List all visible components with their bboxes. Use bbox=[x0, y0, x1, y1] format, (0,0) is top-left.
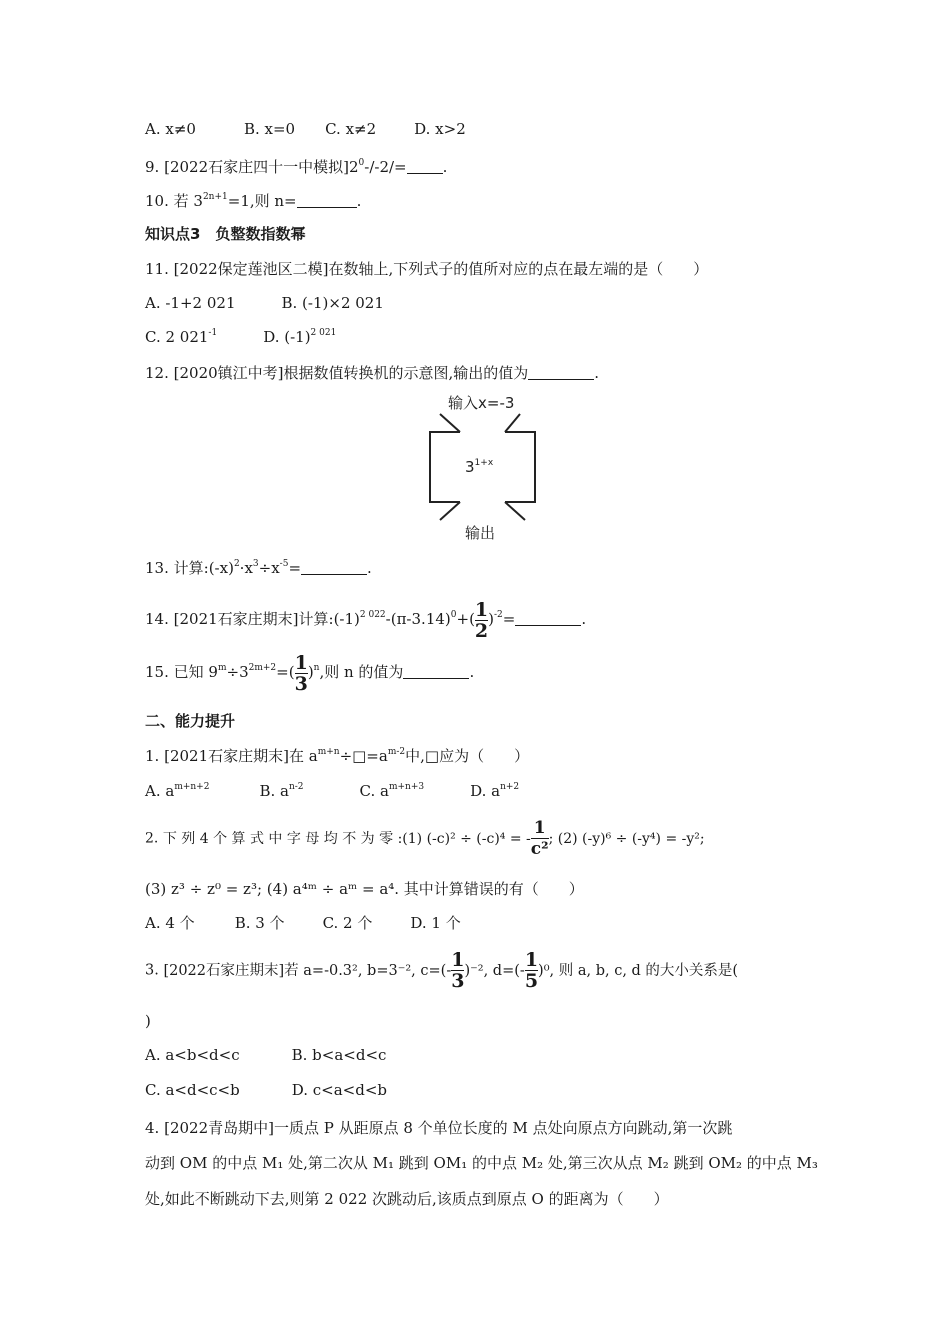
fraction-c: $\frac{1}{3}$ bbox=[451, 949, 465, 992]
expr-rest: -/-2/= bbox=[364, 158, 407, 176]
question-11 bbox=[145, 258, 708, 280]
question-source: [2022石家庄四十一中模拟] bbox=[164, 158, 349, 176]
p2-options bbox=[145, 912, 461, 934]
p3-option-c: C. a<d<c<b bbox=[145, 1081, 240, 1099]
formula: $3^{1+x}$ bbox=[465, 458, 494, 476]
question-12: 12. [2020镇江中考]根据数值转换机的示意图,输出的值为 . bbox=[145, 364, 600, 382]
q8-options bbox=[145, 118, 466, 140]
p3-close-paren: ) bbox=[145, 1012, 151, 1030]
p2-option-a: A. 4 个 bbox=[145, 914, 195, 932]
expr-rest: =1,则 n= bbox=[227, 192, 297, 210]
question-number: 10. bbox=[145, 192, 169, 210]
question-number: 11. bbox=[145, 260, 169, 278]
answer-blank[interactable] bbox=[407, 159, 443, 174]
q11-option-b: B. (-1)×2 021 bbox=[281, 294, 384, 312]
p3-option-b: B. b<a<d<c bbox=[291, 1046, 387, 1064]
ability-question-3 bbox=[145, 950, 738, 991]
p1-options bbox=[145, 780, 519, 802]
fraction-d: $\frac{1}{5}$ bbox=[524, 949, 539, 992]
question-expression: 计算$:(-x)^2\cdot x^3\div x^{-5}=$ bbox=[173, 559, 302, 577]
q11-options-row2 bbox=[145, 326, 336, 348]
expr-exponent: 0 bbox=[358, 158, 365, 168]
fraction: $\frac{1}{2}$ bbox=[474, 598, 489, 642]
question-text: [2020镇江中考]根据数值转换机的示意图,输出的值为 bbox=[173, 364, 529, 382]
question-number: 14. bbox=[145, 610, 169, 628]
question-15: 15. 已知 $9^m\div 3^{2m+2}=$( $\frac{1}{3}$ )$^n$,则 n 的值为 . bbox=[145, 651, 475, 695]
question-number: 15. bbox=[145, 663, 169, 681]
input-label: 输入x=-3 bbox=[448, 394, 515, 412]
ability-question-4 bbox=[145, 1117, 732, 1139]
question-text: [2022保定莲池区二模]在数轴上,下列式子的值所对应的点在最左端的是（ ） bbox=[173, 260, 709, 278]
question-13: 13. 计算$:(-x)^2\cdot x^3\div x^{-5}=$ . bbox=[145, 559, 372, 577]
fraction: $\frac{1}{\text{c²}}$ bbox=[530, 818, 549, 859]
p2-option-c: C. 2 个 bbox=[322, 914, 373, 932]
ability-question-2 bbox=[145, 818, 705, 859]
p1-option-a: A. $a^{m+n+2}$ bbox=[145, 782, 210, 800]
output-label: 输出 bbox=[465, 524, 496, 542]
answer-blank[interactable] bbox=[515, 611, 581, 626]
question-number: 12. bbox=[145, 364, 169, 382]
question-14: 14. [2021石家庄期末]计算$:(-1)^{2 022}-(\pi-3.14)^0+$( $\frac{1}{2}$ )$^{-2}$= . bbox=[145, 598, 587, 642]
section-title-ability: 二、能力提升 bbox=[145, 712, 236, 730]
q11-option-a: A. -1+2 021 bbox=[145, 294, 236, 312]
fraction: $\frac{1}{3}$ bbox=[294, 651, 308, 695]
question-number: 4. bbox=[145, 1119, 160, 1137]
expr-base: 2 bbox=[348, 158, 359, 176]
question-text-line3: 处,如此不断跳动下去,则第 2 022 次跳动后,该质点到原点 O 的距离为（ ） bbox=[145, 1190, 669, 1208]
expr-base: 若 3 bbox=[173, 192, 203, 210]
p1-option-c: C. $a^{m+n+3}$ bbox=[359, 782, 425, 800]
answer-blank[interactable] bbox=[403, 664, 469, 679]
q8-option-a: A. x≠0 bbox=[145, 120, 196, 138]
question-number: 1. bbox=[145, 747, 160, 765]
question-number: 13. bbox=[145, 559, 169, 577]
question-10: 10. 若 $3^{2n+1}=1$,则 n= . bbox=[145, 192, 362, 210]
converter-diagram bbox=[410, 392, 550, 544]
question-number: 9. bbox=[145, 158, 160, 176]
question-text-line2: 动到 OM 的中点 M₁ 处,第二次从 M₁ 跳到 OM₁ 的中点 M₂ 处,第三次从点 M₂ 跳到 OM₂ 的中点 M₃ bbox=[145, 1154, 818, 1172]
q11-option-d: D. $(-1)^{2 021}$ bbox=[263, 328, 337, 346]
p3-option-d: D. c<a<d<b bbox=[291, 1081, 388, 1099]
question-number: 3. bbox=[145, 962, 159, 979]
question-expression: [2021石家庄期末]计算$:(-1)^{2 022}-(\pi-3.14)^0+$( $\frac{1}{2}$ )$^{-2}$= bbox=[173, 598, 516, 642]
q11-options-row1 bbox=[145, 292, 384, 314]
p2-option-b: B. 3 个 bbox=[234, 914, 285, 932]
question-expression: 已知 $9^m\div 3^{2m+2}=$( $\frac{1}{3}$ )$^n$,则 n 的值为 bbox=[173, 651, 404, 695]
answer-blank[interactable] bbox=[301, 560, 367, 575]
question-text: [2022石家庄期末]若 a=-0.3², b=3⁻², c=(- $\frac{1}{3}$ )⁻², d=(- $\frac{1}{5}$ )⁰, 则 a, b, c, d 的大小关系是( bbox=[163, 949, 739, 992]
ability-question-1 bbox=[145, 745, 529, 767]
p1-option-b: B. $a^{n-2}$ bbox=[259, 782, 304, 800]
q11-option-c: C. 2 $021^{-1}$ bbox=[145, 328, 218, 346]
question-number: 2. bbox=[145, 830, 159, 847]
question-text: [2021石家庄期末]在 $a^{m+n}\div□=a^{m-2}$中,□应为（ ） bbox=[164, 747, 530, 765]
question-text-line1: [2022青岛期中]一质点 P 从距原点 8 个单位长度的 M 点处向原点方向跳动,第一次跳 bbox=[164, 1119, 733, 1137]
question-9: 9. [2022石家庄四十一中模拟]$2^0-/-2/=$ . bbox=[145, 158, 448, 176]
answer-blank[interactable] bbox=[528, 365, 594, 380]
p3-options-row2 bbox=[145, 1079, 387, 1101]
q8-option-c: C. x≠2 bbox=[325, 120, 377, 138]
p1-option-d: D. $a^{n+2}$ bbox=[470, 782, 520, 800]
p3-option-a: A. a<b<d<c bbox=[145, 1046, 240, 1064]
p2-option-d: D. 1 个 bbox=[410, 914, 461, 932]
p2-line2: (3) z³ ÷ z⁰ = z³; (4) a⁴ᵐ ÷ aᵐ = a⁴. 其中计算错误的有（ ） bbox=[145, 880, 584, 898]
section-title-3: 知识点3 负整数指数幂 bbox=[145, 225, 306, 243]
expr-exponent: 2n+1 bbox=[202, 192, 228, 202]
q8-option-b: B. x=0 bbox=[243, 120, 296, 138]
question-text: 下 列 4 个 算 式 中 字 母 均 不 为 零 :(1) (-c)² ÷ (-c)⁴ = - $\frac{1}{\text{c²}}$ ; (2) (-y)⁶ ÷ (-y⁴) = -y²; bbox=[162, 818, 705, 859]
answer-blank[interactable] bbox=[297, 193, 357, 208]
q8-option-d: D. x>2 bbox=[414, 120, 466, 138]
p3-options-row1 bbox=[145, 1044, 386, 1066]
